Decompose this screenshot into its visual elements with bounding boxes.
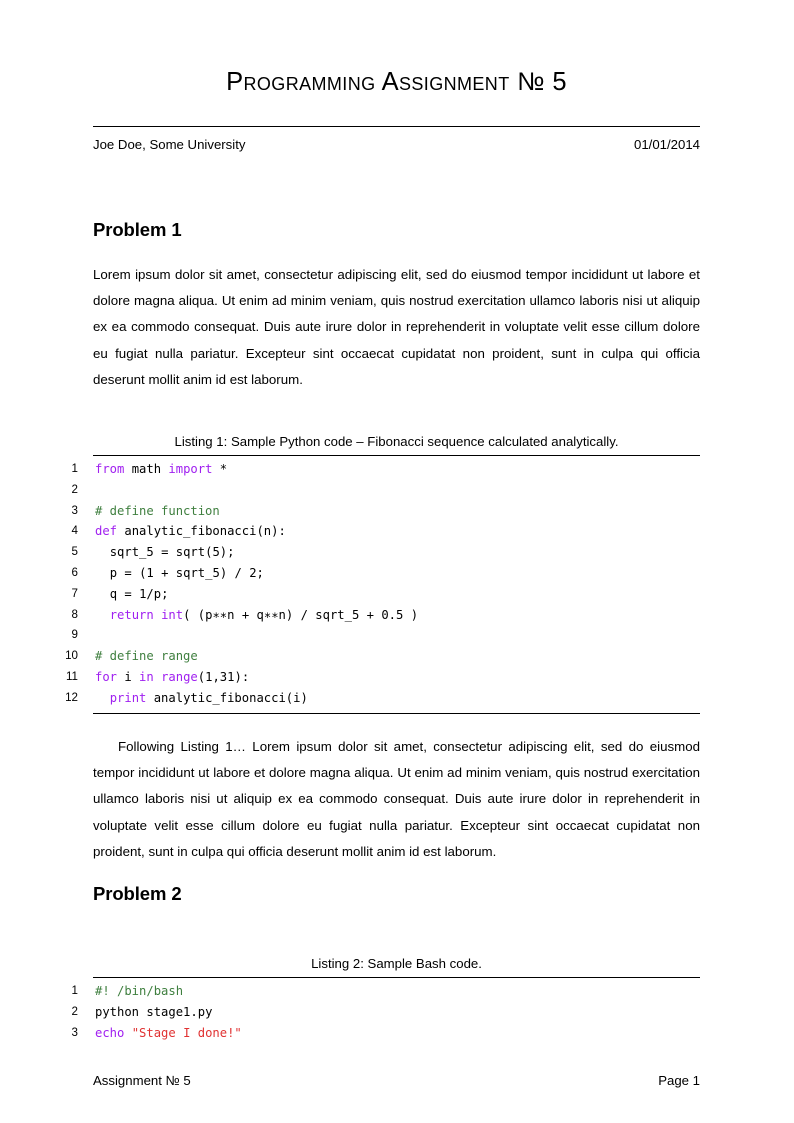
header-author: Joe Doe, Some University (93, 137, 246, 152)
code-line-text: print analytic_fibonacci(i) (109, 690, 308, 705)
paragraph-following-listing-1: Following Listing 1… Lorem ipsum dolor sit amet, consectetur adipiscing elit, sed do eiusmod tempor incididunt ut labore et dolore magna aliqua. Ut enim ad minim veniam, quis nostrud exercitation ullamco laboris nisi ut aliquip ex ea commodo consequat. Duis aute irure dolor in reprehenderit in voluptate velit esse cillum dolore eu fugiat nulla pariatur. Excepteur sint occaecat cupidatat non proident, sunt in culpa qui officia deserunt mollit anim id est laborum. (93, 739, 700, 859)
section-heading-problem-1: Problem 1 (93, 219, 182, 240)
code-line (0, 521, 794, 542)
page-footer (93, 1072, 700, 1090)
code-line-text: return int( (p∗∗n + q∗∗n) / sqrt_5 + 0.5 ) (109, 607, 419, 622)
code-line-number: 10 (65, 649, 78, 663)
listing-2-caption: Listing 2: Sample Bash code. (311, 956, 482, 971)
code-line-text: #! /bin/bash (95, 984, 184, 998)
code-line-number: 12 (65, 690, 78, 704)
code-line (0, 584, 794, 605)
header-rule (93, 126, 700, 127)
code-line (0, 688, 794, 709)
listing-1-rule-top (93, 455, 700, 456)
code-line-text: p = (1 + sqrt_5) / 2; (109, 565, 264, 580)
code-line-number: 4 (71, 524, 78, 538)
listing-2-code (0, 981, 794, 1043)
code-line (0, 646, 794, 667)
code-line-number: 1 (71, 462, 78, 475)
code-line-number: 8 (71, 607, 78, 621)
code-line (0, 981, 794, 1002)
code-line-text: def analytic_fibonacci(n): (95, 524, 286, 539)
code-line-text: # define function (95, 503, 220, 518)
footer-left: Assignment № 5 (93, 1073, 191, 1088)
code-line (0, 563, 794, 584)
code-line (0, 501, 794, 522)
listing-2-rule-top (93, 977, 700, 978)
code-line-number: 6 (71, 565, 78, 579)
section-heading-problem-2: Problem 2 (93, 883, 182, 904)
code-line (0, 667, 794, 688)
code-line-number: 3 (71, 503, 78, 517)
listing-1-caption: Listing 1: Sample Python code – Fibonacci sequence calculated analytically. (174, 434, 619, 449)
page-title (93, 68, 700, 96)
code-line-number: 3 (71, 1025, 78, 1039)
header-date: 01/01/2014 (633, 137, 700, 152)
code-line (0, 1023, 794, 1044)
page-title-text: Programming Assignment № 5 (226, 68, 567, 96)
code-line-text: q = 1/p; (109, 586, 169, 601)
code-line-number: 2 (71, 482, 78, 496)
code-line (0, 480, 794, 501)
code-line-text: sqrt_5 = sqrt(5); (109, 545, 235, 560)
header-line (93, 136, 700, 154)
code-line-number: 9 (71, 628, 78, 642)
code-line-number: 2 (71, 1004, 78, 1018)
code-line (0, 459, 794, 480)
code-line (0, 605, 794, 626)
code-line (0, 1002, 794, 1023)
code-line-number: 7 (71, 586, 78, 600)
code-line (0, 542, 794, 563)
code-line-text: for i in range(1,31): (95, 669, 250, 684)
code-line-number: 11 (65, 669, 78, 683)
code-line-text: python stage1.py (95, 1004, 213, 1019)
code-line-text: from math import * (95, 462, 228, 476)
listing-1-rule-bottom (93, 713, 700, 714)
code-line (0, 625, 794, 646)
listing-1-code (0, 459, 794, 709)
code-line-number: 1 (71, 984, 78, 997)
footer-right: Page 1 (658, 1073, 700, 1088)
code-line-number: 5 (71, 545, 78, 559)
code-line-text: # define range (95, 649, 198, 664)
code-line-text: echo "Stage I done!" (95, 1025, 242, 1040)
paragraph-problem-1: Lorem ipsum dolor sit amet, consectetur adipiscing elit, sed do eiusmod tempor incididunt ut labore et dolore magna aliqua. Ut enim ad minim veniam, quis nostrud exercitation ullamco laboris nisi ut aliquip ex ea commodo consequat. Duis aute irure dolor in reprehenderit in voluptate velit esse cillum dolore eu fugiat nulla pariatur. Excepteur sint occaecat cupidatat non proident, sunt in culpa qui officia deserunt mollit anim id est laborum. (93, 267, 700, 387)
